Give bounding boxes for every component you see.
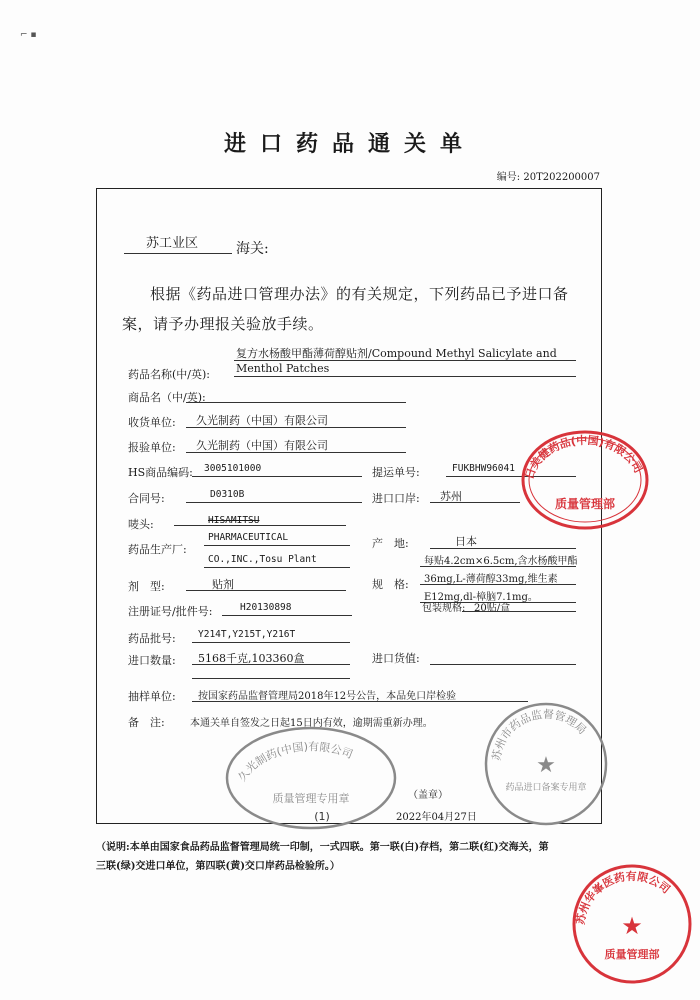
underline (192, 664, 350, 665)
qty-value: 5168千克,103360盒 (198, 652, 305, 665)
svg-text:苏州华峯医药有限公司: 苏州华峯医药有限公司 (573, 869, 673, 926)
underline (174, 525, 346, 526)
svg-text:苏州市药品监督管理局: 苏州市药品监督管理局 (489, 707, 589, 762)
mark-value: HISAMITSU (208, 515, 260, 526)
underline (234, 360, 576, 361)
value-label: 进口货值: (372, 652, 420, 665)
drug-name-label: 药品名称(中/英): (128, 368, 210, 381)
issue-date: 2022年04月27日 (396, 812, 477, 823)
origin-label: 产 地: (372, 537, 409, 550)
inspection-label: 报验单位: (128, 441, 176, 454)
manufacturer-line-1: PHARMACEUTICAL (208, 532, 289, 543)
manufacturer-label: 药品生产厂: (128, 543, 187, 556)
customs-name: 苏工业区 (146, 236, 199, 251)
underline (192, 701, 528, 702)
batch-label: 药品批号: (128, 632, 176, 645)
pack-label: 包装规格: (422, 603, 466, 614)
sampling-value: 按国家药品监督管理局2018年12号公告，本品免口岸检验 (198, 691, 457, 702)
sampling-label: 抽样单位: (128, 690, 176, 703)
underline (204, 545, 350, 546)
port-label: 进口口岸: (372, 492, 420, 505)
footnote-line-2: 三联(绿)交进口单位，第四联(黄)交口岸药品检验所。） (96, 861, 340, 872)
batch-value: Y214T,Y215T,Y216T (198, 629, 296, 640)
underline (186, 427, 406, 428)
underline (186, 402, 406, 403)
contract-value: D0310B (210, 489, 245, 500)
svg-text:质量管理专用章: 质量管理专用章 (272, 792, 350, 805)
underline (222, 615, 352, 616)
underline (192, 642, 350, 643)
qty-label: 进口数量: (128, 654, 176, 667)
svg-text:日美健药品(中国)有限公司: 日美健药品(中国)有限公司 (522, 433, 645, 481)
consignee-label: 收货单位: (128, 416, 176, 429)
svg-text:★: ★ (536, 753, 556, 778)
reg-label: 注册证号/批件号: (128, 605, 213, 618)
underline (234, 376, 576, 377)
spec-line-3: E12mg,dl-樟脑7.1mg。 (424, 592, 538, 603)
inspection-value: 久光制药（中国）有限公司 (196, 439, 328, 452)
underline (186, 502, 362, 503)
underline (420, 584, 576, 585)
dosage-value: 贴剂 (212, 578, 234, 591)
underline (430, 664, 576, 665)
seal-label: （盖章） (408, 790, 448, 801)
remark-label: 备 注: (128, 716, 165, 729)
spec-line-2: 36mg,L-薄荷醇33mg,维生素 (424, 574, 558, 585)
customs-underline (124, 253, 232, 254)
underline (462, 611, 576, 612)
document-title: 进口药品通关单 (223, 131, 476, 157)
quality-dept-red-seal-top (520, 428, 650, 532)
svg-text:★: ★ (621, 912, 643, 940)
quality-dept-red-seal-bottom (570, 862, 694, 986)
drug-admin-gray-seal (482, 700, 610, 828)
pack-value: 20贴/盒 (474, 603, 511, 614)
footnote-line-1: （说明:本单由国家食品药品监督管理局统一印制，一式四联。第一联(白)存档，第二联(红)交海关，第 (96, 842, 549, 853)
underline (204, 567, 350, 568)
spec-label: 规 格: (372, 578, 409, 591)
mark-label: 唛头: (128, 518, 154, 531)
svg-text:久光制药(中国)有限公司: 久光制药(中国)有限公司 (235, 740, 355, 784)
underline (420, 566, 576, 567)
bill-value: FUKBHW96041 (452, 463, 515, 474)
underline (430, 548, 576, 549)
reg-value: H20130898 (240, 602, 292, 613)
svg-text:药品进口备案专用章: 药品进口备案专用章 (505, 783, 587, 793)
consignee-value: 久光制药（中国）有限公司 (196, 414, 328, 427)
underline (186, 590, 346, 591)
manufacturer-line-2: CO.,INC.,Tosu Plant (208, 554, 317, 565)
scan-mark: ⌐ ▪ (20, 30, 37, 40)
underline (186, 452, 406, 453)
paragraph-line-2: 案，请予办理报关验放手续。 (122, 315, 324, 333)
underline (430, 502, 520, 503)
svg-text:质量管理部: 质量管理部 (604, 948, 660, 961)
spec-line-1: 每贴4.2cm×6.5cm,含水杨酸甲酯 (424, 556, 578, 567)
svg-text:(1): (1) (314, 810, 330, 823)
bill-label: 提运单号: (372, 466, 420, 479)
serial-number: 编号: 20T202200007 (496, 172, 600, 183)
underline (192, 476, 362, 477)
hs-label: HS商品编码: (128, 466, 193, 479)
hs-value: 3005101000 (204, 463, 262, 474)
underline (192, 678, 350, 679)
paragraph-line-1: 根据《药品进口管理办法》的有关规定，下列药品已予进口备 (150, 285, 569, 303)
drug-name-line-2: Menthol Patches (236, 362, 330, 375)
drug-name-line-1: 复方水杨酸甲酯薄荷醇贴剂/Compound Methyl Salicylate and (236, 347, 557, 360)
origin-value: 日本 (455, 535, 477, 548)
remark-value: 本通关单自签发之日起15日内有效，逾期需重新办理。 (190, 718, 433, 729)
quality-seal-gray-left (222, 722, 400, 830)
contract-label: 合同号: (128, 492, 165, 505)
customs-suffix: 海关: (236, 241, 269, 257)
dosage-label: 剂 型: (128, 580, 165, 593)
port-value: 苏州 (440, 490, 462, 503)
trade-name-label: 商品名（中/英): (128, 391, 206, 404)
svg-text:质量管理部: 质量管理部 (554, 497, 616, 511)
footnote (96, 838, 606, 876)
